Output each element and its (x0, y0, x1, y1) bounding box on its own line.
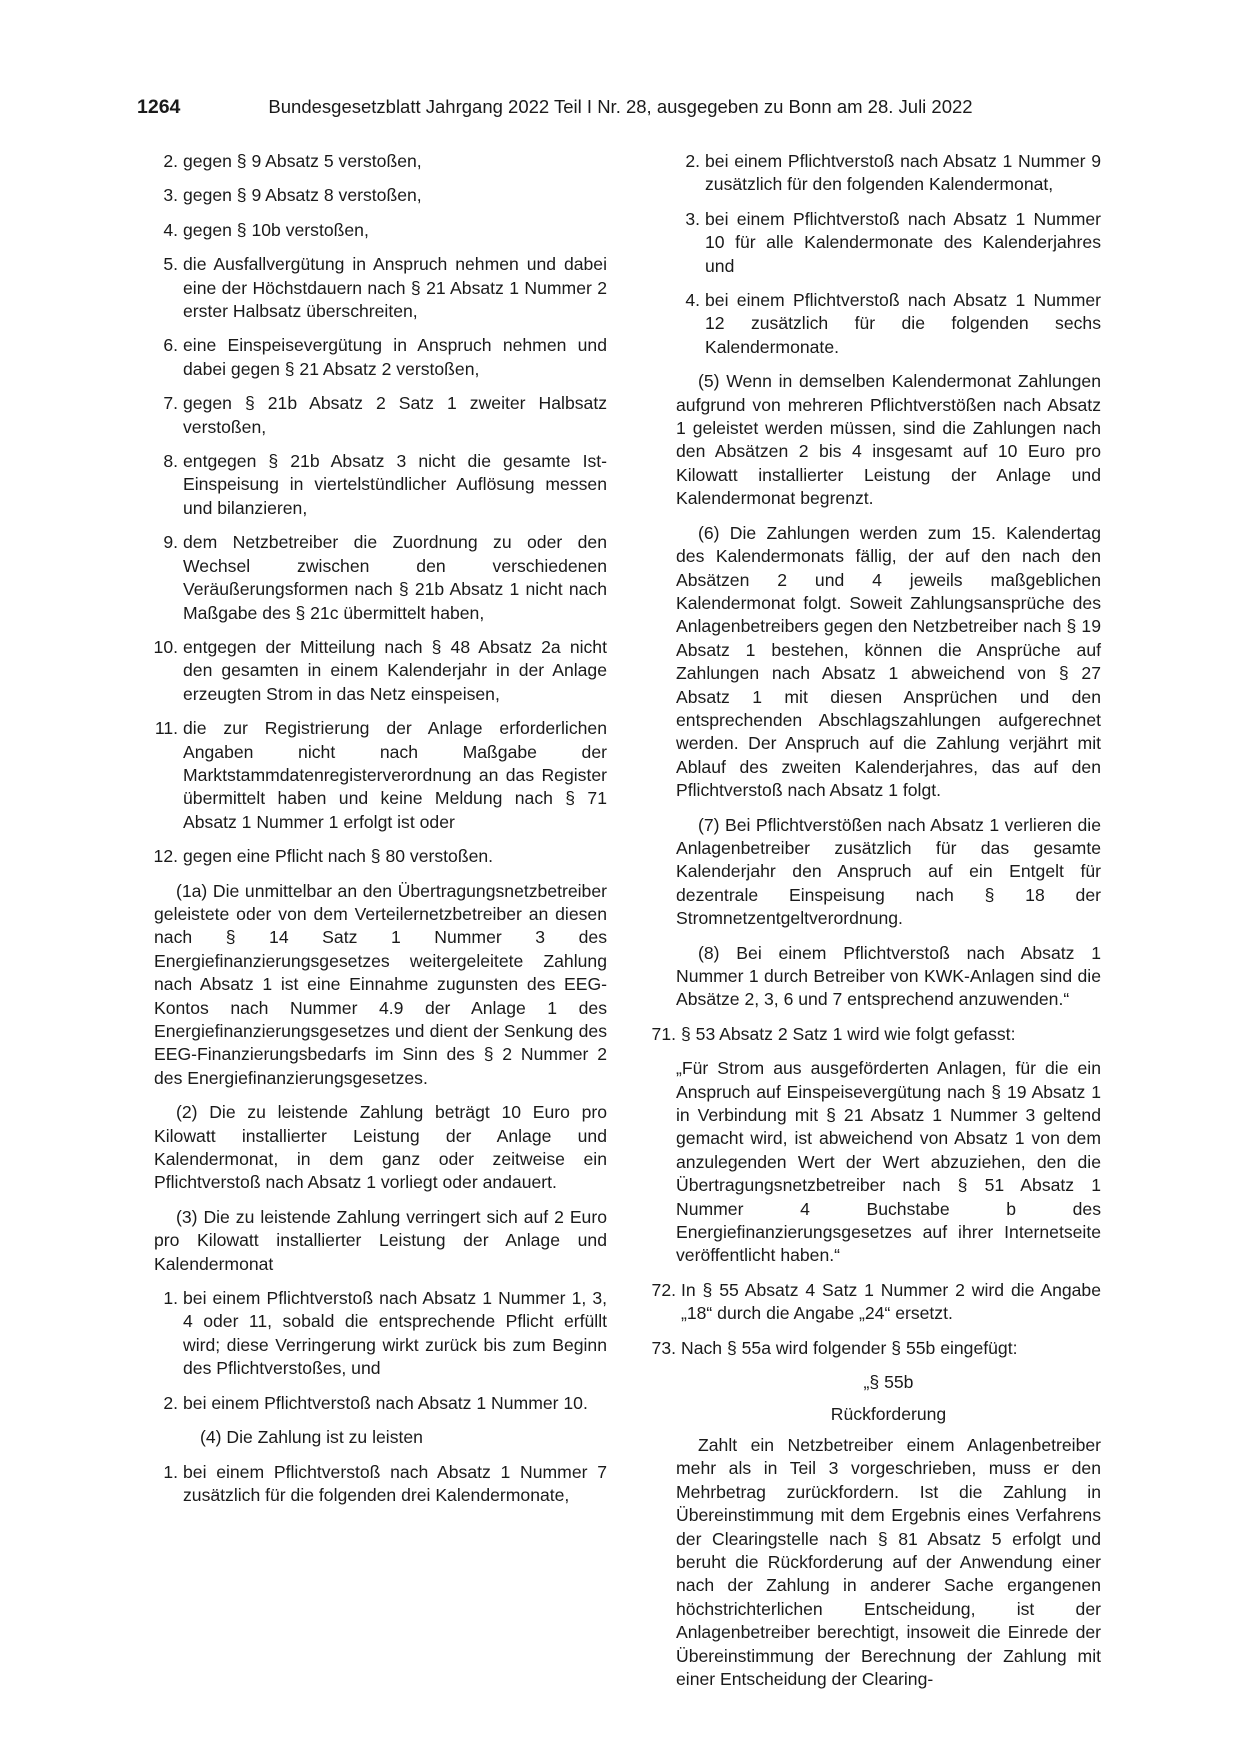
left-column (153, 150, 607, 1518)
paragraph-6: (6) Die Zahlungen werden zum 15. Kalendertag des Kalendermonats fällig, der auf den nach den Absätzen 2 und 4 jeweils maßgeblichen Kalendermonat folgt. Soweit Zahlungsansprüche des Anlagenbetreibers gegen den Netzbetreiber nach § 19 Absatz 1 bestehen, können die Ansprüche auf Zahlungen nach Absatz 1 abweichend von § 27 Absatz 1 mit diesen Ansprüchen und den entsprechenden Abschlagszahlungen aufgerechnet werden. Der Anspruch auf die Zahlung verjährt mit Ablauf des zweiten Kalenderjahres, das auf den Pflichtverstoß nach Absatz 1 folgt. (676, 522, 1101, 801)
list-items-a (163, 150, 607, 625)
list-item: 71. § 53 Absatz 2 Satz 1 wird wie folgt gefasst: (651, 1023, 1016, 1044)
page-number: 1264 (137, 96, 181, 118)
list-item: 12. gegen eine Pflicht nach § 80 verstoßen. (153, 846, 494, 867)
section-number: „§ 55b (863, 1372, 914, 1393)
list-item: 2. bei einem Pflichtverstoß nach Absatz 1 Nummer 10. (163, 1392, 588, 1413)
list-item: 10. entgegen der Mitteilung nach § 48 Absatz 2a nicht den gesamten in einem Kalenderjahr in der Anlage erzeugten Strom in das Netz einspeisen, (153, 636, 607, 704)
paragraph-1a: (1a) Die unmittelbar an den Übertragungsnetzbetreiber geleistete oder von dem Verteilernetzbetreiber an diesen nach § 14 Satz 1 Nummer 3 des Energiefinanzierungsgesetzes weitergeleitete Zahlung nach Absatz 1 ist eine Einnahme zugunsten des EEG-Kontos nach Nummer 4.9 der Anlage 1 des Energiefinanzierungsgesetzes und dient der Senkung des EEG-Finanzierungsbedarfs im Sinn des § 2 Nummer 2 des Energiefinanzierungsgesetzes. (154, 880, 607, 1088)
list-item: 11. die zur Registrierung der Anlage erforderlichen Angaben nicht nach Maßgabe der Marktstammdatenregisterverordnung an das Register übermittelt haben und keine Meldung nach § 71 Absatz 1 Nummer 1 erfolgt ist oder (154, 718, 607, 832)
running-head: Bundesgesetzblatt Jahrgang 2022 Teil I Nr. 28, ausgegeben zu Bonn am 28. Juli 2022 (268, 96, 973, 117)
list-item: 73. Nach § 55a wird folgender § 55b eingefügt: (651, 1337, 1018, 1358)
list-item: 6. eine Einspeisevergütung in Anspruch nehmen und dabei gegen § 21 Absatz 2 verstoßen, (163, 335, 607, 379)
paragraph-7: (7) Bei Pflichtverstößen nach Absatz 1 verlieren die Anlagenbetreiber zusätzlich für das gesamte Kalenderjahr den Anspruch auf ein Entgelt für dezentrale Einspeisung nach § 18 der Stromnetzentgeltverordnung. (676, 814, 1101, 929)
list-item: 3. bei einem Pflichtverstoß nach Absatz 1 Nummer 10 für alle Kalendermonate des Kalenderjahres und (685, 208, 1101, 276)
paragraph-8: (8) Bei einem Pflichtverstoß nach Absatz 1 Nummer 1 durch Betreiber von KWK-Anlagen sind die Absätze 2, 3, 6 und 7 entsprechend anzuwenden.“ (676, 942, 1101, 1010)
list-item: 1. bei einem Pflichtverstoß nach Absatz 1 Nummer 7 zusätzlich für die folgenden drei Kalendermonate, (163, 1461, 607, 1505)
list-items-b (153, 636, 607, 869)
paragraph-3: (3) Die zu leistende Zahlung verringert sich auf 2 Euro pro Kilowatt installierter Leistung der Anlage und Kalendermonat (154, 1206, 607, 1274)
list-item: 5. die Ausfallvergütung in Anspruch nehmen und dabei eine der Höchstdauern nach § 21 Absatz 1 Nummer 2 erster Halbsatz überschreiten, (163, 254, 607, 322)
list-item: 9. dem Netzbetreiber die Zuordnung zu oder den Wechsel zwischen den verschiedenen Veräußerungsformen nach § 21b Absatz 1 nicht nach Maßgabe des § 21c übermittelt haben, (163, 532, 607, 623)
list-item: 72. In § 55 Absatz 4 Satz 1 Nummer 2 wird die Angabe „18“ durch die Angabe „24“ ersetzt. (651, 1279, 1101, 1324)
list-item: 2. gegen § 9 Absatz 5 verstoßen, (163, 151, 422, 171)
list-item: 4. gegen § 10b verstoßen, (163, 219, 369, 240)
quote-71: „Für Strom aus ausgeförderten Anlagen, für die ein Anspruch auf Einspeisevergütung nach § 19 Absatz 1 in Verbindung mit § 21 Absatz 1 Nummer 3 geltend gemacht wird, ist abweichend von Absatz 1 von dem anzulegenden Wert der Wert abzuziehen, den die Übertragungsnetzbetreiber nach § 51 Absatz 1 Nummer 4 Buchstabe b des Energiefinanzierungsgesetzes auf ihrer Internetseite veröffentlicht haben.“ (676, 1058, 1101, 1266)
list-item: 2. bei einem Pflichtverstoß nach Absatz 1 Nummer 9 zusätzlich für den folgenden Kalendermonat, (685, 151, 1101, 195)
list-item: 1. bei einem Pflichtverstoß nach Absatz 1 Nummer 1, 3, 4 oder 11, sobald die entsprechende Pflicht erfüllt wird; diese Verringerung wirkt zurück bis zum Beginn des Pflichtverstoßes, und (163, 1288, 607, 1379)
paragraph-4: (4) Die Zahlung ist zu leisten (200, 1427, 423, 1448)
list-item: 4. bei einem Pflichtverstoß nach Absatz 1 Nummer 12 zusätzlich für die folgenden sechs Kalendermonate. (685, 290, 1101, 357)
section-text: Zahlt ein Netzbetreiber einem Anlagenbetreiber mehr als in Teil 3 vorgeschrieben, muss er den Mehrbetrag zurückfordern. Ist die Zahlung in Übereinstimmung mit dem Ergebnis eines Verfahrens der Clearingstelle nach § 81 Absatz 5 erfolgt und beruht die Rückforderung auf der Anwendung einer nach der Zahlung in anderer Sache ergangenen höchstrichterlichen Entscheidung, ist der Anlagenbetreiber berechtigt, insoweit die Einrede der Übereinstimmung der Berechnung der Zahlung mit einer Entscheidung der Clearing- (676, 1434, 1101, 1689)
list-item: 3. gegen § 9 Absatz 8 verstoßen, (163, 185, 422, 206)
paragraph-5: (5) Wenn in demselben Kalendermonat Zahlungen aufgrund von mehreren Pflichtverstößen nach Absatz 1 geleistet werden müssen, sind die Zahlungen nach den Absätzen 2 bis 4 insgesamt auf 10 Euro pro Kilowatt installierter Leistung der Anlage und Kalendermonat begrenzt. (676, 371, 1101, 509)
page-header (0, 96, 1241, 126)
section-title: Rückforderung (830, 1403, 947, 1424)
list-item: 7. gegen § 21b Absatz 2 Satz 1 zweiter Halbsatz verstoßen, (163, 393, 607, 437)
paragraph-2: (2) Die zu leistende Zahlung beträgt 10 Euro pro Kilowatt installierter Leistung der Anlage und Kalendermonat, in dem ganz oder zeitweise ein Pflichtverstoß nach Absatz 1 vorliegt oder andauert. (154, 1102, 607, 1193)
right-column (651, 150, 1101, 1702)
list-item: 8. entgegen § 21b Absatz 3 nicht die gesamte Ist-Einspeisung in viertelstündlicher Auflösung messen und bilanzieren, (163, 451, 607, 518)
